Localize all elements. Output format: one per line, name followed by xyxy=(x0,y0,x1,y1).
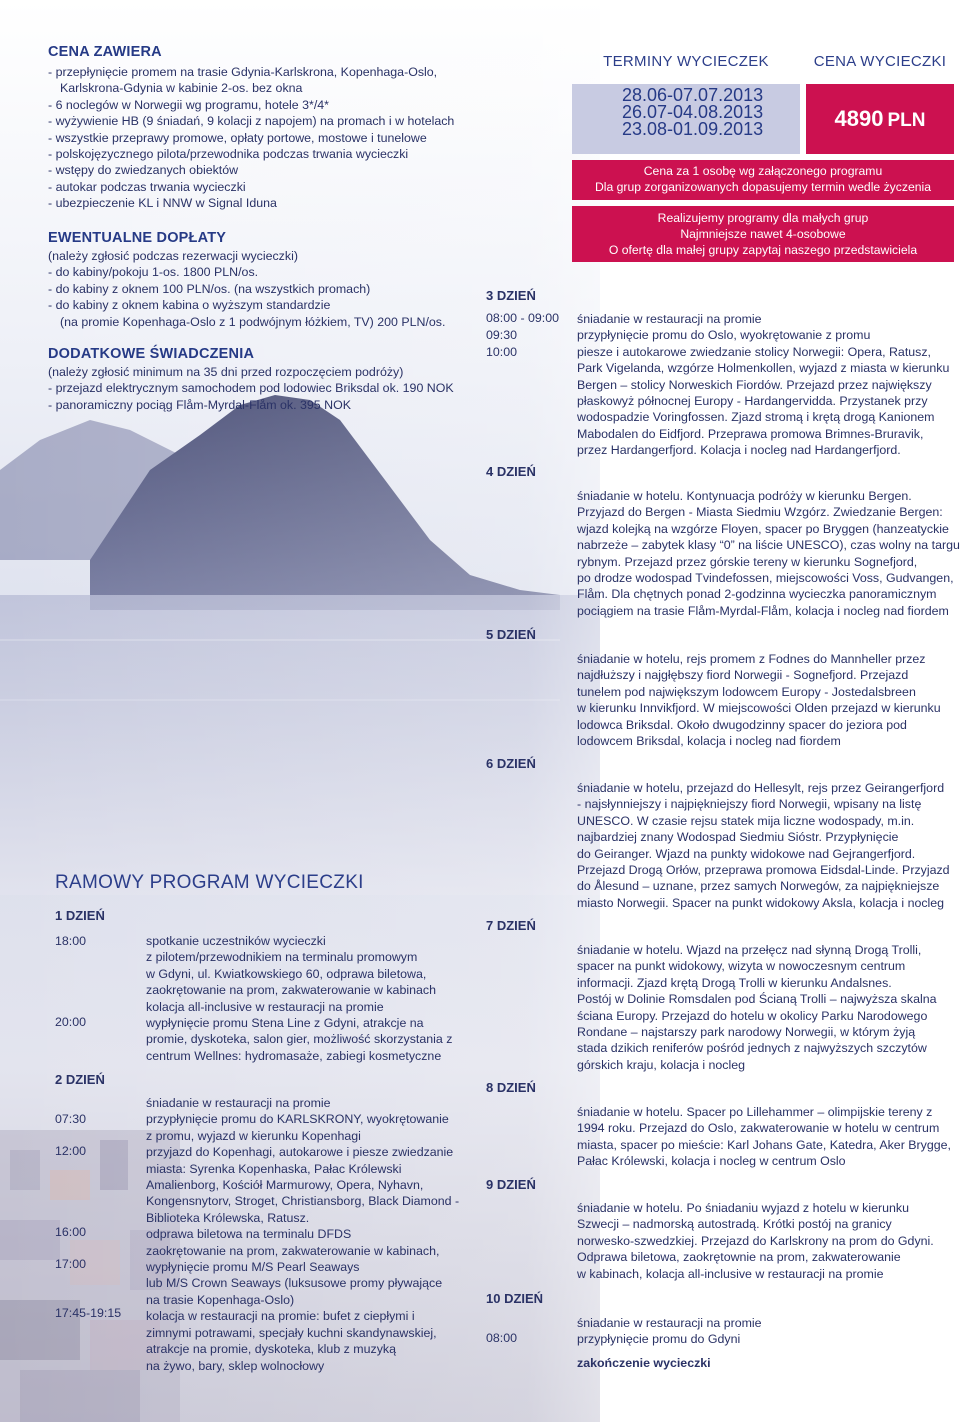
description-line: Pałac Królewski, kolacja i nocleg w centrum Oslo xyxy=(577,1154,846,1169)
day-2-time-3: 16:00 xyxy=(55,1225,87,1239)
description-line: śniadanie w restauracji na promie xyxy=(146,1096,331,1110)
list-item: (na promie Kopenhaga-Oslo z 1 podwójnym łóżkiem, TV) 200 PLN/os. xyxy=(60,314,446,329)
description-line: wodospadzie Voringfossen. Zjazd stromą i krętą drogą Kanionem xyxy=(577,410,935,425)
description-line: nabrzeże – zabytek klasy “0” na liście UNESCO), czas wolny na targu xyxy=(577,538,960,553)
description-line: w kierunku Innvikfjord. W miejscowości Olden przejazd w kierunku xyxy=(577,701,941,716)
date-item: 28.06-07.07.2013 xyxy=(622,85,764,105)
list-item: - wstępy do zwiedzanych obiektów xyxy=(48,163,239,178)
day-1-time-2: 20:00 xyxy=(55,1015,87,1029)
description-line: z pilotem/przewodnikiem na terminalu promowym xyxy=(146,950,418,965)
description-line: Flåm. Dla chętnych ponad 2-godzinna wycieczka panoramicznym xyxy=(577,587,937,602)
price-value: 4890 xyxy=(834,106,884,131)
note-line: Najmniejsze nawet 4-osobowe xyxy=(680,227,846,241)
description-line: miasto Norwegii. Spacer na punkt widokowy Aksla, kolacja i nocleg xyxy=(577,895,945,910)
list-item: - do kabiny z oknem kabina o wyższym standardzie xyxy=(48,298,331,313)
description-line: UNESCO. W czasie rejsu statek mija liczne wodospady, m.in. xyxy=(577,813,915,828)
description-line: atrakcje na promie, dyskoteka, klub z muzyką xyxy=(146,1342,396,1357)
description-line: lub M/S Crown Seaways (luksusowe promy pływające xyxy=(146,1276,443,1291)
description-line: piesze i autokarowe zwiedzanie stolicy Norwegii: Opera, Ratusz, xyxy=(577,344,931,359)
description-line: śniadanie w hotelu. Wjazd na przełęcz nad słynną Drogą Trolli, xyxy=(577,943,922,957)
description-line: Bergen – stolicy Norweskich Fiordów. Przejazd przez największy xyxy=(577,377,932,392)
day-2-time-2: 12:00 xyxy=(55,1144,87,1158)
day-6-label: 6 DZIEŃ xyxy=(486,756,536,771)
description-line: do Ålesund – uznane, przez samych Norwegów, za najpiękniejsze xyxy=(577,879,940,894)
list-item: - 6 noclegów w Norwegii wg programu, hotele 3*/4* xyxy=(48,97,329,112)
description-line: centrum Wellnes: hydromasaże, zabiegi kosmetyczne xyxy=(146,1048,442,1063)
description-line: przypłynięcie promu do KARLSKRONY, wyokrętowanie xyxy=(146,1112,449,1127)
note-line: Cena za 1 osobę wg załączonego programu xyxy=(643,164,883,178)
trip-end: zakończenie wycieczki xyxy=(577,1356,711,1370)
ewentualne-list xyxy=(48,248,445,330)
cena-zawiera-list xyxy=(48,64,454,212)
description-line: w kabinach, kolacja all-inclusive w restauracji na promie xyxy=(577,1266,884,1281)
description-line: miasta, spacer po mieście: Karl Johans Gate, Katedra, Aker Brygge, xyxy=(577,1137,951,1152)
note-line: O ofertę dla małej grupy zapytaj naszego przedstawiciela xyxy=(608,243,918,257)
description-line: informacji. Zjazd krętą Drogą Trolli w kierunku Andalsnes. xyxy=(577,975,892,990)
description-line: ściana Europy. Przejazd do hotelu w okolicy Parku Narodowego xyxy=(577,1008,928,1023)
description-line: Amalienborg, Kościół Marmurowy, Opera, Nyhavn, xyxy=(146,1178,424,1193)
list-item: Karlskrona-Gdynia w kabinie 2-os. bez okna xyxy=(60,81,303,96)
list-item: - przejazd elektrycznym samochodem pod lodowiec Briksdal ok. 190 NOK xyxy=(48,381,454,396)
price-currency: PLN xyxy=(887,110,926,131)
description-line: śniadanie w restauracji na promie xyxy=(577,312,762,326)
description-line: w Gdyni, ul. Kwiatkowskiego 60, odprawa biletowa, xyxy=(146,966,427,981)
description-line: śniadanie w hotelu. Spacer po Lillehammer – olimpijskie tereny z xyxy=(577,1105,933,1119)
description-line: Biblioteka Królewska, Ratusz. xyxy=(146,1210,310,1225)
description-line: Postój w Dolinie Romsdalen pod Ścianą Trolli – najwyższa skalna xyxy=(577,992,937,1007)
description-line: Przejazd Drogą Orłów, przeprawa promowa Eidsdal-Linde. Przyjazd xyxy=(577,863,950,878)
description-line: po drodze wodospad Tvindefossen, miejscowości Voss, Gudvangen, xyxy=(577,571,954,586)
description-line: tunelem pod największym lodowcem Europy - Jostedalsbreen xyxy=(577,684,916,699)
date-item: 23.08-01.09.2013 xyxy=(622,119,764,139)
day-3-label: 3 DZIEŃ xyxy=(486,288,536,303)
description-line: śniadanie w hotelu. Kontynuacja podróży w kierunku Bergen. xyxy=(577,489,912,503)
description-line: przypłynięcie promu do Oslo, wyokrętowanie z promu xyxy=(577,328,871,343)
description-line: Szwecji – nadmorską autostradą. Krótki postój na granicy xyxy=(577,1217,892,1232)
description-line: Mabodalen do Eidfjord. Przeprawa promowa Brimnes-Bruravik, xyxy=(577,426,924,441)
day-9-label: 9 DZIEŃ xyxy=(486,1177,536,1192)
date-item: 26.07-04.08.2013 xyxy=(622,102,764,122)
description-line: rybnym. Przejazd przez górskie tereny w kierunku Sognefjord, xyxy=(577,554,918,569)
description-line: zimnymi potrawami, specjały kuchni skandynawskiej, xyxy=(146,1325,437,1340)
terminy-header: TERMINY WYCIECZEK xyxy=(603,53,769,70)
description-line: przez Hardangerfjord. Kolacja i nocleg nad Hardangerfjord. xyxy=(577,443,901,458)
list-item: - wszystkie przeprawy promowe, opłaty portowe, mostowe i tunelowe xyxy=(48,130,427,145)
day-2-time-5: 17:45-19:15 xyxy=(55,1306,122,1320)
description-line: Rondane – najstarszy park narodowy Norwegii, w którym żyją xyxy=(577,1025,916,1040)
description-line: na trasie Kopenhaga-Oslo) xyxy=(146,1292,295,1307)
cena-zawiera-title: CENA ZAWIERA xyxy=(48,44,162,60)
list-item: - panoramiczny pociąg Flåm-Myrdal-Flåm ok. 395 NOK xyxy=(48,397,351,412)
dodatkowe-title: DODATKOWE ŚWIADCZENIA xyxy=(48,346,255,362)
day-4-label: 4 DZIEŃ xyxy=(486,464,536,479)
ewentualne-title: EWENTUALNE DOPŁATY xyxy=(48,230,227,246)
list-item: (należy zgłosić podczas rezerwacji wycieczki) xyxy=(48,249,298,263)
description-line: śniadanie w hotelu, rejs promem z Fodnes do Mannheller przez xyxy=(577,652,926,666)
description-line: Odprawa biletowa, zaokrętownie na prom, zakwaterowanie xyxy=(577,1250,901,1265)
day-2-time-4: 17:00 xyxy=(55,1257,87,1271)
day-2-description xyxy=(146,1095,459,1374)
description-line: śniadanie w hotelu. Po śniadaniu wyjazd z hotelu w kierunku xyxy=(577,1201,909,1215)
description-line: zaokrętowanie na prom, zakwaterowanie w kabinach, xyxy=(146,1243,440,1258)
description-line: pociągiem na trasie Flåm-Myrdal-Flåm, kolacja i nocleg nad fiordem xyxy=(577,603,949,618)
dodatkowe-list xyxy=(48,364,454,413)
day-1-description xyxy=(146,933,452,1064)
description-line: do Geiranger. Wjazd na punkty widokowe nad Gejrangerfjord. xyxy=(577,846,916,861)
day-5-label: 5 DZIEŃ xyxy=(486,627,536,642)
description-line: Kongensnytorv, Stroget, Christiansborg, Black Diamond - xyxy=(146,1194,460,1209)
description-line: najbardziej znany Wodospad Siedmiu Sióstr. Przypłynięcie xyxy=(577,830,899,845)
list-item: - ubezpieczenie KL i NNW w Signal Iduna xyxy=(48,196,277,211)
list-item: - wyżywienie HB (9 śniadań, 9 kolacji z napojem) na promach i w hotelach xyxy=(48,114,455,129)
day-2-time-1: 07:30 xyxy=(55,1112,87,1126)
day-3-time-2: 09:30 xyxy=(486,328,518,342)
description-line: wypłynięcie promu Stena Line z Gdyni, atrakcje na xyxy=(146,1016,424,1031)
program-title: RAMOWY PROGRAM WYCIECZKI xyxy=(55,872,364,893)
description-line: norwesko-szwedzkiej. Przejazd do Karlskrony na prom do Gdyni. xyxy=(577,1233,934,1248)
day-10-label: 10 DZIEŃ xyxy=(486,1291,544,1306)
day-3-time-3: 10:00 xyxy=(486,345,518,359)
description-line: śniadanie w restauracji na promie xyxy=(577,1316,762,1330)
description-line: wypłynięcie promu M/S Pearl Seaways xyxy=(146,1260,360,1275)
description-line: najdłuższy i najgłębszy fiord Norwegii - Sognefjord. Przejazd xyxy=(577,668,909,683)
day-2-label: 2 DZIEŃ xyxy=(55,1072,105,1087)
description-line: Przyjazd do Bergen - Miasta Siedmiu Wzgórz. Zwiedzanie Bergen: xyxy=(577,505,943,520)
description-line: przyjazd do Kopenhagi, autokarowe i piesze zwiedzanie xyxy=(146,1145,454,1160)
day-1-time-1: 18:00 xyxy=(55,934,87,948)
description-line: górskich kraju, kolacja i nocleg xyxy=(577,1057,746,1072)
description-line: śniadanie w hotelu, przejazd do Hellesylt, rejs przez Geirangerfjord xyxy=(577,781,945,795)
description-line: lodowca Briksdal. Około dwugodzinny spacer do jeziora pod xyxy=(577,717,907,732)
description-line: promie, dyskoteka, salon gier, możliwość skorzystania z xyxy=(146,1032,453,1047)
description-line: spotkanie uczestników wycieczki xyxy=(146,934,326,948)
day-3-time-1: 08:00 - 09:00 xyxy=(486,311,560,325)
description-line: płaskowyż północnej Europy - Hardangervidda. Przystanek przy xyxy=(577,394,928,409)
list-item: - do kabiny/pokoju 1-os. 1800 PLN/os. xyxy=(48,265,259,280)
list-item: - autokar podczas trwania wycieczki xyxy=(48,179,246,194)
description-line: zaokrętowanie na prom, zakwaterowanie w kabinach xyxy=(146,983,436,998)
cena-header: CENA WYCIECZKI xyxy=(813,53,947,70)
day-7-label: 7 DZIEŃ xyxy=(486,918,536,933)
description-line: 1994 roku. Przejazd do Oslo, zakwaterowanie w hotelu w centrum xyxy=(577,1121,940,1136)
day-8-label: 8 DZIEŃ xyxy=(486,1080,536,1095)
day-1-label: 1 DZIEŃ xyxy=(55,908,105,923)
description-line: kolacja w restauracji na promie: bufet z ciepłymi i xyxy=(146,1309,415,1324)
description-line: stada dzikich reniferów pośród jednych z najwyższych szczytów xyxy=(577,1041,927,1056)
description-line: kolacja all-inclusive w restauracji na promie xyxy=(146,999,384,1014)
note-line: Dla grup zorganizowanych dopasujemy termin wedle życzenia xyxy=(594,180,931,194)
description-line: przypłynięcie promu do Gdyni xyxy=(577,1332,741,1347)
description-line: - najsłynniejszy i najpiękniejszy fiord Norwegii, wpisany na listę xyxy=(577,797,922,812)
description-line: na żywo, bary, sklep wolnocłowy xyxy=(146,1358,325,1373)
description-line: spacer na punkt widokowy, wizyta w nowoczesnym centrum xyxy=(577,959,906,974)
list-item: - polskojęzycznego pilota/przewodnika podczas trwania wycieczki xyxy=(48,147,409,162)
list-item: (należy zgłosić minimum na 35 dni przed rozpoczęciem podróży) xyxy=(48,365,404,379)
description-line: z promu, wyjazd w kierunku Kopenhagi xyxy=(146,1128,361,1143)
description-line: odprawa biletowa na terminalu DFDS xyxy=(146,1227,352,1242)
description-line: wjazd kolejką na wzgórze Floyen, spacer po Bryggen (hanzeatyckie xyxy=(577,521,949,536)
description-line: miasta: Syrenka Kopenhaska, Pałac Królewski xyxy=(146,1161,402,1176)
day-10-time-1: 08:00 xyxy=(486,1331,518,1345)
note-line: Realizujemy programy dla małych grup xyxy=(657,211,869,225)
description-line: lodowcem Briksdal, kolacja i nocleg nad fiordem xyxy=(577,734,841,749)
list-item: - do kabiny z oknem 100 PLN/os. (na wszystkich promach) xyxy=(48,281,371,296)
list-item: - przepłynięcie promem na trasie Gdynia-Karlskrona, Kopenhaga-Oslo, xyxy=(48,65,438,79)
description-line: Park Vigelanda, wzgórze Holmenkollen, wyjazd z miasta w kierunku xyxy=(577,361,950,376)
